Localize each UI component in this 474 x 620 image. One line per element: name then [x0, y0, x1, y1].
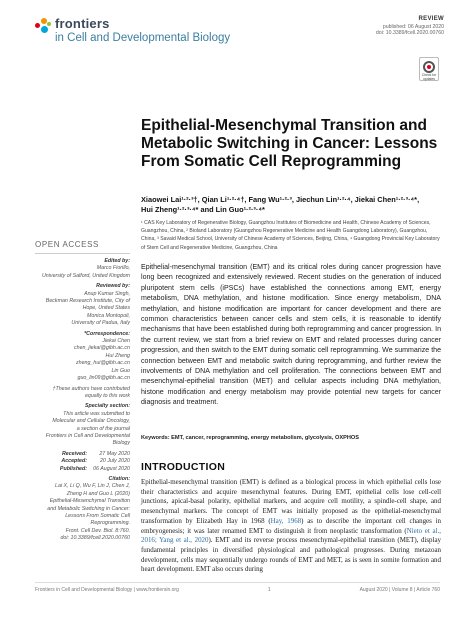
correspondent-email[interactable]: zheng_hui@gibh.ac.cn — [76, 360, 130, 367]
citation-link[interactable]: Nieto et al., 2016; Yang et al., 2020 — [141, 526, 441, 545]
sidebar-divider — [35, 253, 130, 254]
published-line: published: 06 August 2020 — [382, 23, 444, 30]
article-meta — [376, 16, 444, 37]
author-list — [141, 195, 441, 215]
equal-contribution-note: †These authors have contributed equally to this work — [52, 385, 130, 399]
specialty-heading: Specialty section: — [84, 403, 130, 410]
reviewer-line: Beckman Research Institute, City of — [45, 298, 130, 305]
reviewer-line: Anup Kumar Singh, — [84, 290, 130, 297]
footer-journal[interactable]: Frontiers in Cell and Developmental Biology | www.frontiersin.org — [35, 587, 179, 593]
editor-name: Marco Fiorillo, — [96, 265, 130, 272]
keywords — [141, 434, 441, 442]
specialty-line: This article was submitted to — [63, 410, 130, 417]
edited-by-heading: Edited by: — [104, 258, 130, 264]
correspondent-name: Lin Guo — [111, 367, 130, 374]
introduction-heading: INTRODUCTION — [141, 461, 226, 473]
citation-line: Lessons From Somatic Cell — [65, 513, 130, 519]
page-footer — [35, 587, 440, 593]
citation-heading: Citation: — [108, 475, 130, 482]
correspondent-email[interactable]: chen_jiekai@gibh.ac.cn — [73, 345, 130, 352]
author-line-2[interactable]: Hui Zheng¹·²·³·⁴* and Lin Guo¹·²·³·⁴* — [141, 205, 265, 214]
published-date: Published: 06 August 2020 — [59, 465, 130, 472]
correspondent-email[interactable]: guo_lin09@gibh.ac.cn — [77, 375, 130, 382]
received-date: Received: 27 May 2020 — [61, 450, 130, 457]
updates-icon — [423, 61, 435, 73]
accepted-date: Accepted: 20 July 2020 — [61, 458, 130, 465]
reviewer-line: Monica Montopoli, — [87, 312, 130, 319]
author-line-1[interactable]: Xiaowei Lai¹·²·³†, Qian Li¹·²·⁴†, Fang Wu¹·²·³, Jiechun Lin¹·²·⁴, Jiekai Chen¹·²·³·⁴*, — [141, 195, 420, 204]
article-type: REVIEW — [418, 16, 444, 22]
open-access-label: OPEN ACCESS — [35, 240, 99, 249]
specialty-line: a section of the journal — [76, 425, 130, 432]
citation-line: Epithelial-Mesenchymal Transition — [49, 498, 130, 505]
citation-line: Reprogramming. — [90, 520, 130, 527]
citation-line: Front. Cell Dev. Biol. 8:760. — [65, 527, 130, 534]
keywords-text: EMT, cancer, reprogramming, energy metabolism, glycolysis, OXPHOS — [171, 435, 359, 441]
reviewer-line: Hope, United States — [82, 305, 130, 312]
editor-affiliation: University of Salford, United Kingdom — [41, 272, 130, 279]
page-header — [0, 0, 474, 60]
frontiers-logo-icon — [35, 18, 51, 34]
specialty-line: Frontiers in Cell and Developmental — [45, 432, 130, 439]
correspondent-name: Jiekai Chen — [102, 338, 130, 345]
journal-name: in Cell and Developmental Biology — [55, 32, 231, 44]
footer-divider — [35, 582, 440, 583]
abstract: Epithelial-mesenchymal transition (EMT) and its critical roles during cancer progression have long been recognized and extensively reviewed. Recent studies on the generation of induced pluripotent stem cells (iPSCs) have established the connections among EMT, energy metabolism, DNA methylation, and histone modification. Since energy metabolism, DNA methylation, and histone modification are important for cancer development and there are common characteristics between cancer cells and stem cells, it is reasonable to identify mechanisms that have been established during both reprogramming and cancer progression. In the current review, we start from a brief review on EMT and related processes during cancer progression, and then switch to the EMT during somatic cell reprogramming. We summarize the connection between EMT and metabolic switch during reprogramming, and further review the involvements of DNA methylation and cell proliferation. The connections between EMT and mesenchymal-epithelial transition (MET) and cellular aspects including DNA methylation, histone modification and energy metabolism may provide potential new targets for cancer diagnosis and treatment. — [141, 264, 441, 407]
frontiers-logo[interactable] — [35, 17, 230, 45]
sidebar — [35, 258, 130, 546]
introduction-body: Epithelial-mesenchymal transition (EMT) is defined as a biological process in which epithelial cells lose their characteristics and acquire mesenchymal features. During EMT, epithelial cells lose cell-cell junctions, apical-basal polarity, epithelial markers, and acquire cell motility, a spindle-cell shape, and mesenchymal markers. The concept of EMT was initially proposed as the epithelial-mesenchymal transformation by Elizabeth Hay in 1968 (Hay, 1968) as to describe the important cell changes in embryogenesis; it was later renamed EMT to distinguish it from neoplastic transformation (Nieto et al., 2016; Yang et al., 2020). EMT and its reverse process mesenchymal-epithelial transition (MET), display fundamental principles in diversified physiological and pathological progresses. During metazoan development, cells may sequentially undergo rounds of EMT and MET, as is seen in somite formation and heart development. EMT also occurs during — [141, 478, 442, 574]
specialty-line: Biology — [112, 440, 130, 447]
reviewed-by-heading: Reviewed by: — [96, 283, 130, 290]
affiliation-text: ¹ CAS Key Laboratory of Regenerative Biology, Guangzhou Institutes of Biomedicine and Health, Chinese Academy of Sciences, Guangzhou, China, ² Bioland Laboratory (Guangzhou Regenerative Medicine and Health Guangdong Laboratory), Guangzhou, China, ³ Savaid Medical School, University of Chinese Academy of Sciences, Beijing, China, ⁴ Guangdong Provincial Key Laboratory of Stem Cell and Regenerative Medicine, Guangzhou, China — [141, 220, 440, 251]
article-title: Epithelial-Mesenchymal Transition and Metabolic Switching in Cancer: Lessons From Somatic Cell Reprogramming — [141, 117, 438, 170]
correspondence-heading: *Correspondence: — [84, 330, 130, 337]
specialty-line: Molecular and Cellular Oncology, — [52, 418, 130, 425]
footer-volume: August 2020 | Volume 8 | Article 760 — [359, 587, 440, 593]
publisher-name: frontiers — [55, 16, 110, 31]
citation-line: Lai X, Li Q, Wu F, Lin J, Chen J, — [55, 483, 130, 490]
doi-line[interactable]: doi: 10.3389/fcell.2020.00760 — [375, 30, 444, 36]
citation-doi[interactable]: doi: 10.3389/fcell.2020.00760 — [60, 535, 130, 542]
citation-line: and Metabolic Switching in Cancer: — [47, 505, 130, 512]
correspondent-name: Hui Zheng — [105, 352, 130, 359]
reviewer-line: University of Padua, Italy — [71, 320, 130, 327]
affiliations — [141, 219, 441, 252]
citation-link[interactable]: Hay, 1968 — [270, 516, 302, 525]
updates-label: Check for updates — [421, 73, 437, 81]
keywords-label: Keywords: — [141, 435, 170, 441]
check-for-updates-button[interactable] — [419, 57, 439, 81]
page-number: 1 — [267, 587, 271, 593]
citation-line: Zheng H and Guo L (2020) — [66, 490, 130, 497]
